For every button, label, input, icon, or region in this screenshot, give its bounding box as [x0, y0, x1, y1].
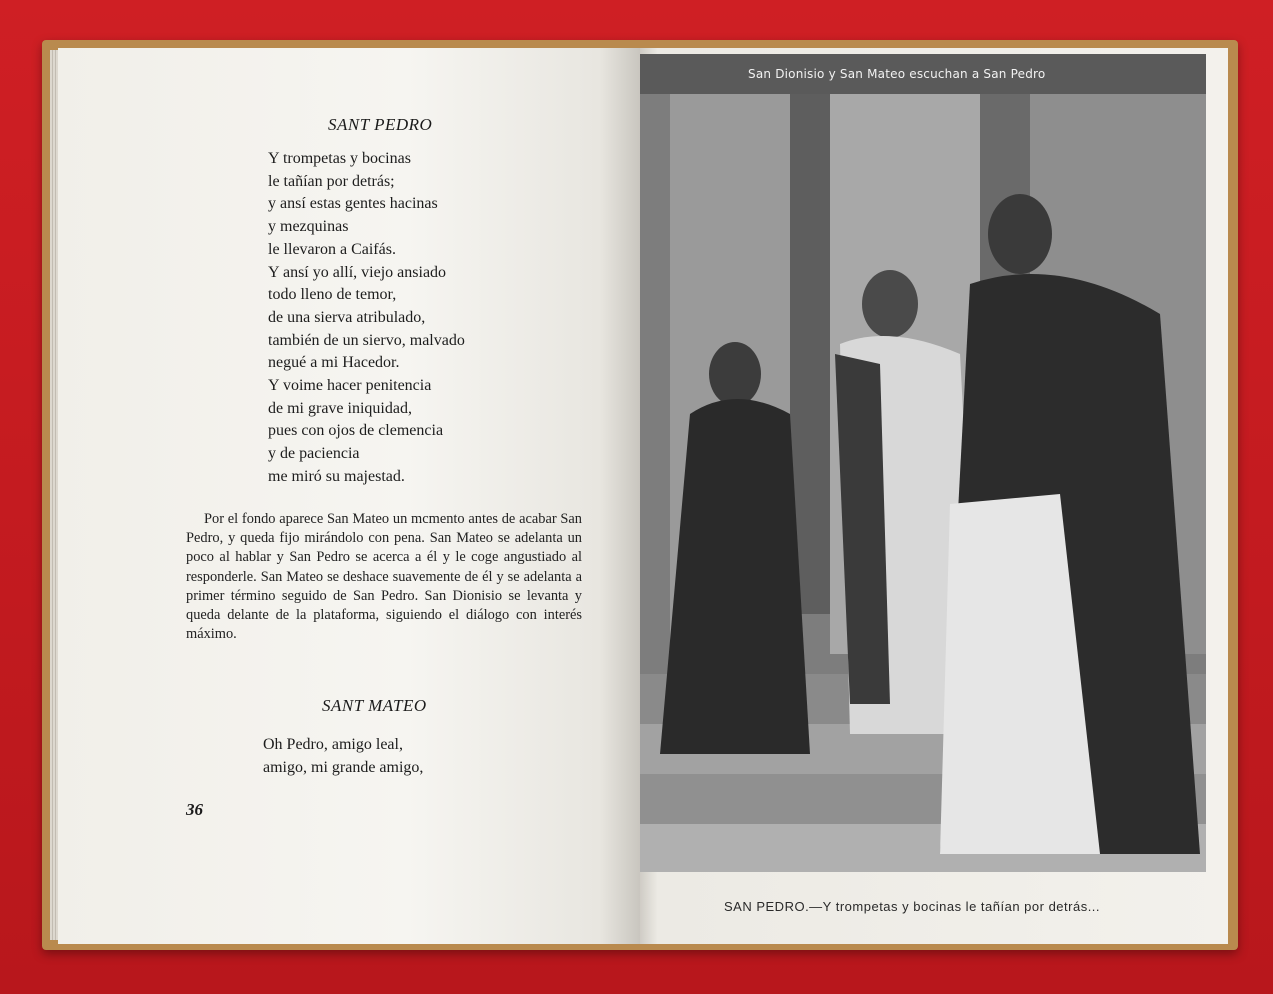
- verse-line: todo lleno de temor,: [268, 286, 397, 304]
- stage-photo: [640, 54, 1206, 872]
- verse-line: de mi grave iniquidad,: [268, 399, 412, 417]
- page-number: 36: [186, 800, 203, 819]
- verse-line: Y ansí yo allí, viejo ansiado: [268, 263, 447, 281]
- photo-caption: SAN PEDRO.—Y trompetas y bocinas le tañían por detrás...: [724, 899, 1101, 914]
- verse-line: Y voime hacer penitencia: [268, 377, 432, 395]
- verse-line: negué a mi Hacedor.: [268, 354, 400, 372]
- heading-sant-mateo: SANT MATEO: [322, 696, 427, 715]
- verse-line: Oh Pedro, amigo leal,: [263, 736, 403, 753]
- verse-line: y ansí estas gentes hacinas: [268, 195, 438, 213]
- photo-caption-top: San Dionisio y San Mateo escuchan a San Pedro: [748, 67, 1046, 81]
- verse-line: Y trompetas y bocinas: [268, 150, 411, 167]
- verse-line: también de un siervo, malvado: [268, 331, 465, 349]
- heading-sant-pedro: SANT PEDRO: [328, 115, 433, 134]
- verse-line: y de paciencia: [268, 445, 360, 463]
- verse-line: pues con ojos de clemencia: [268, 422, 444, 440]
- verse-line: le tañían por detrás;: [268, 172, 395, 190]
- verse-line: le llevaron a Caifás.: [268, 240, 396, 258]
- verse-sant-pedro: [268, 148, 598, 489]
- verse-sant-mateo: [263, 734, 593, 779]
- photo-illustration: [640, 54, 1206, 872]
- verse-line: de una sierva atribulado,: [268, 308, 426, 326]
- verse-line: amigo, mi grande amigo,: [263, 758, 424, 776]
- verse-line: y mezquinas: [268, 218, 349, 236]
- verse-line: me miró su majestad.: [268, 467, 405, 485]
- stage-direction: Por el fondo aparece San Mateo un mcmento antes de acabar San Pedro, y queda fijo mirándolo con pena. San Mateo se adelanta un poco al hablar y San Pedro se acerca a él y le coge angustiado al responderle. San Mateo se deshace suavemente de él y se adelanta a primer término seguido de San Pedro. San Dionisio se levanta y queda delante de la plataforma, siguiendo el diálogo con interés máximo.: [186, 511, 582, 643]
